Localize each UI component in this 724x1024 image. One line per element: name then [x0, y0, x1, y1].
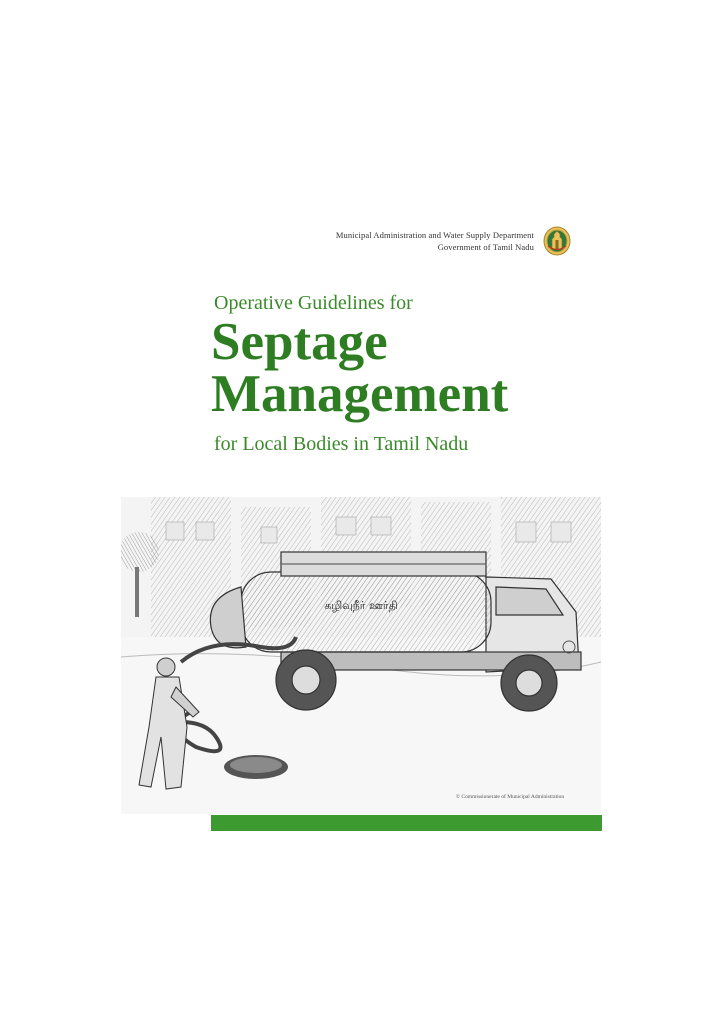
title-septage: Septage [211, 313, 388, 371]
title-line-operative: Operative Guidelines for [214, 292, 413, 314]
government-name: Government of Tamil Nadu [437, 242, 534, 252]
septage-tanker-illustration [121, 497, 601, 814]
main-title [211, 313, 509, 423]
tanker-label: கழிவுநீர் ஊர்தி [324, 599, 398, 612]
department-header [336, 229, 534, 253]
illustration-credit: © Commissionerate of Municipal Administration [455, 794, 565, 800]
department-name: Municipal Administration and Water Supply Department [335, 230, 534, 240]
tamil-nadu-emblem-icon [543, 226, 571, 256]
footer-green-bar [211, 815, 602, 831]
title-management: Management [211, 365, 509, 423]
title-line-local-bodies: for Local Bodies in Tamil Nadu [214, 433, 469, 455]
